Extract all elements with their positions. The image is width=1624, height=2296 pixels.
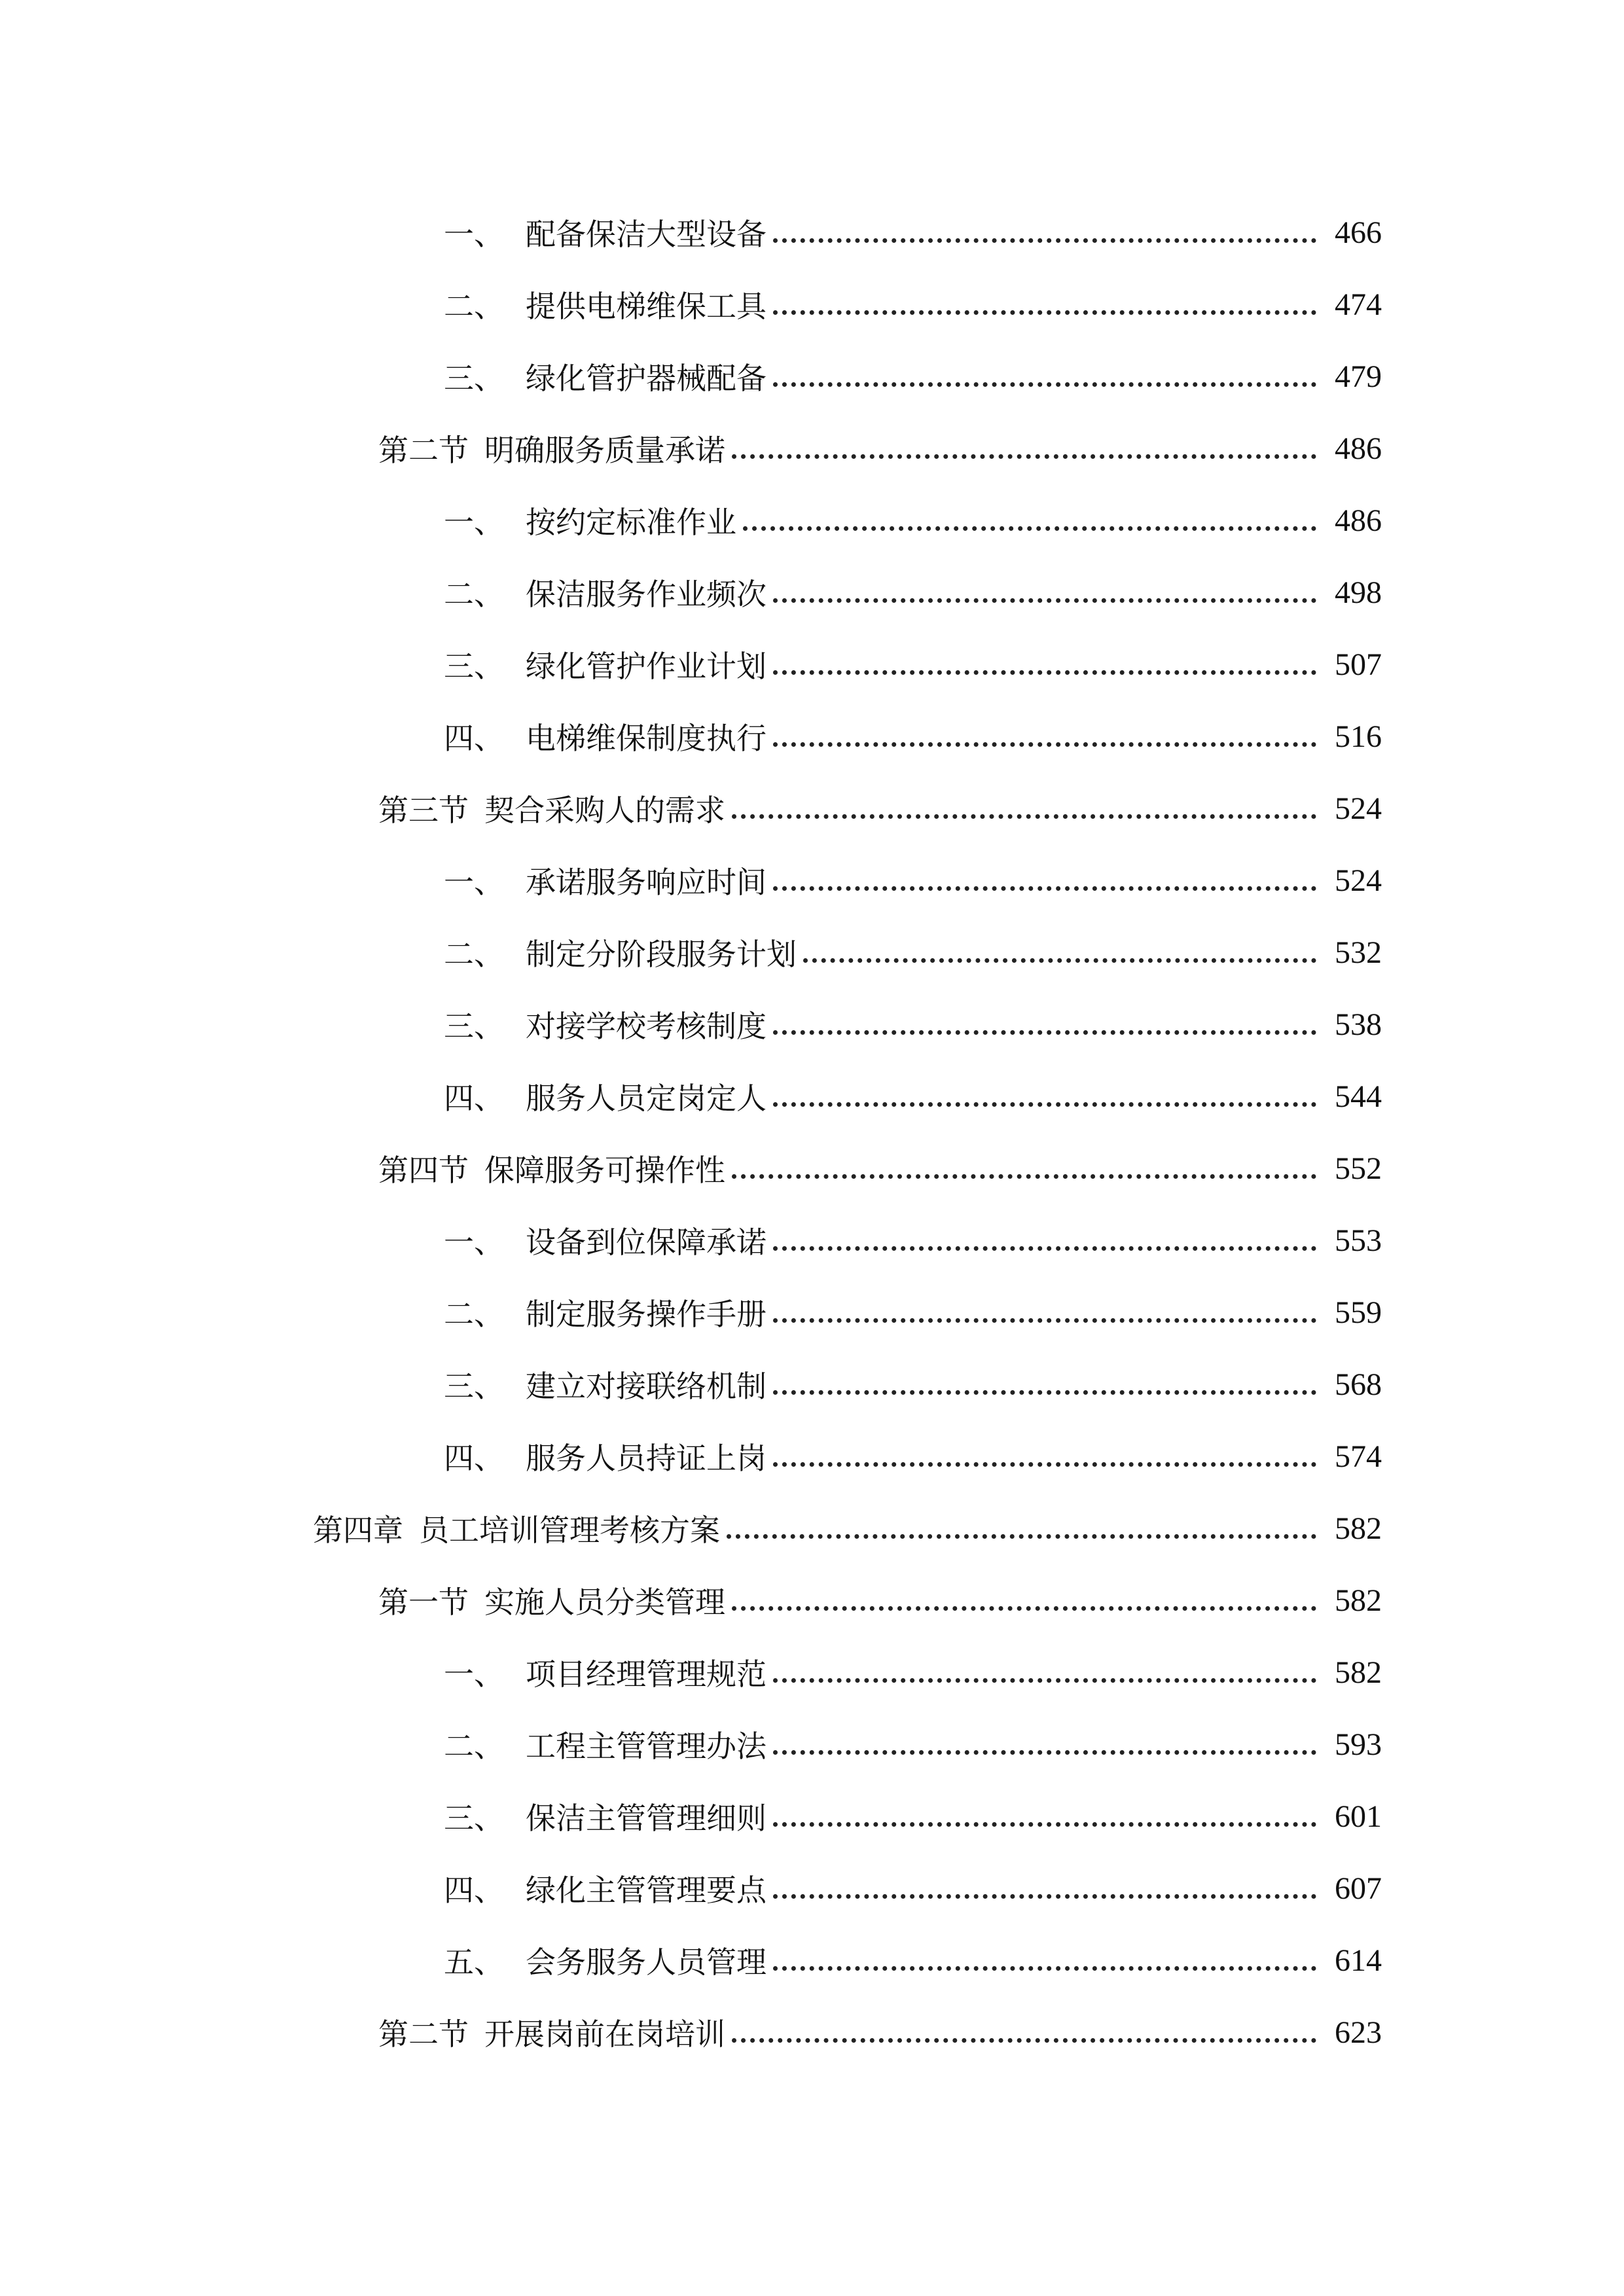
toc-entry[interactable] (0, 1636, 1624, 1708)
toc-entry[interactable] (0, 1060, 1624, 1132)
dot-leader (727, 1534, 1316, 1539)
toc-entry[interactable] (0, 196, 1624, 268)
toc-entry[interactable] (0, 1924, 1624, 1996)
toc-entry-number: 一、 (444, 1225, 504, 1260)
dot-leader (773, 1822, 1316, 1827)
toc-entry-number: 二、 (444, 577, 504, 612)
toc-entry[interactable] (0, 844, 1624, 916)
toc-entry-page: 582 (1335, 1583, 1382, 1618)
toc-entry[interactable] (0, 1132, 1624, 1204)
toc-entry-number: 四、 (444, 1441, 504, 1476)
dot-leader (773, 886, 1316, 891)
toc-entry[interactable] (0, 628, 1624, 700)
dot-leader (773, 1894, 1316, 1899)
dot-leader (773, 1462, 1316, 1467)
dot-leader (773, 1030, 1316, 1035)
toc-entry-title: 绿化主管管理要点 (526, 1873, 767, 1908)
toc-entry-number: 五、 (444, 1945, 504, 1980)
toc-entry-number: 一、 (444, 217, 504, 252)
toc-entry-page: 582 (1335, 1655, 1382, 1690)
toc-entry-number: 一、 (444, 865, 504, 900)
toc-entry-title: 配备保洁大型设备 (526, 217, 767, 252)
toc-entry-number: 三、 (444, 361, 504, 396)
dot-leader (732, 1174, 1316, 1179)
toc-entry-title: 电梯维保制度执行 (526, 721, 767, 756)
toc-entry-number: 四、 (444, 721, 504, 756)
toc-entry-number: 二、 (444, 937, 504, 972)
dot-leader (743, 526, 1316, 531)
toc-entry-number: 二、 (444, 289, 504, 324)
toc-entry[interactable] (0, 1708, 1624, 1780)
toc-entry-page: 582 (1335, 1511, 1382, 1546)
toc-entry-page: 623 (1335, 2015, 1382, 2050)
toc-entry-number: 三、 (444, 649, 504, 684)
toc-entry-title: 服务人员持证上岗 (526, 1441, 767, 1476)
toc-entry-page: 498 (1335, 575, 1382, 610)
toc-entry-page: 466 (1335, 215, 1382, 250)
toc-entry[interactable] (0, 1564, 1624, 1636)
dot-leader (773, 1678, 1316, 1683)
toc-entry[interactable] (0, 1996, 1624, 2068)
toc-entry-number: 四、 (444, 1081, 504, 1116)
toc-entry[interactable] (0, 268, 1624, 340)
toc-entry-title: 保障服务可操作性 (484, 1153, 725, 1188)
dot-leader (732, 814, 1316, 819)
dot-leader (732, 2038, 1316, 2043)
toc-entry-number: 三、 (444, 1369, 504, 1404)
dot-leader (773, 742, 1316, 747)
dot-leader (773, 670, 1316, 675)
table-of-contents (0, 196, 1624, 2068)
toc-entry-page: 559 (1335, 1295, 1382, 1330)
toc-entry-number: 第一节 (378, 1585, 469, 1620)
toc-entry-title: 对接学校考核制度 (526, 1009, 767, 1044)
toc-entry-page: 524 (1335, 863, 1382, 898)
toc-entry-title: 提供电梯维保工具 (526, 289, 767, 324)
toc-entry-title: 承诺服务响应时间 (526, 865, 767, 900)
toc-entry[interactable] (0, 1348, 1624, 1420)
dot-leader (732, 1606, 1316, 1611)
toc-entry-number: 二、 (444, 1729, 504, 1764)
toc-entry[interactable] (0, 1276, 1624, 1348)
toc-entry-number: 一、 (444, 505, 504, 540)
toc-entry-page: 614 (1335, 1943, 1382, 1978)
toc-entry-number: 一、 (444, 1657, 504, 1692)
toc-entry[interactable] (0, 988, 1624, 1060)
dot-leader (773, 310, 1316, 315)
toc-entry-number: 第四节 (378, 1153, 469, 1188)
dot-leader (773, 1102, 1316, 1107)
toc-entry-title: 设备到位保障承诺 (526, 1225, 767, 1260)
dot-leader (773, 1318, 1316, 1323)
toc-entry-page: 601 (1335, 1799, 1382, 1834)
toc-entry-page: 568 (1335, 1367, 1382, 1402)
dot-leader (773, 1246, 1316, 1251)
toc-entry-number: 第三节 (378, 793, 469, 828)
toc-entry-page: 532 (1335, 935, 1382, 970)
toc-entry-page: 524 (1335, 791, 1382, 826)
toc-entry-page: 553 (1335, 1223, 1382, 1258)
toc-entry-title: 明确服务质量承诺 (484, 433, 725, 468)
toc-entry-title: 保洁主管管理细则 (526, 1801, 767, 1836)
toc-entry-number: 第二节 (378, 2017, 469, 2052)
toc-entry-title: 服务人员定岗定人 (526, 1081, 767, 1116)
toc-entry-number: 三、 (444, 1801, 504, 1836)
toc-entry-number: 三、 (444, 1009, 504, 1044)
toc-entry-title: 项目经理管理规范 (526, 1657, 767, 1692)
toc-entry-title: 绿化管护作业计划 (526, 649, 767, 684)
toc-entry-title: 会务服务人员管理 (526, 1945, 767, 1980)
toc-entry[interactable] (0, 1420, 1624, 1492)
toc-entry[interactable] (0, 700, 1624, 772)
toc-entry-page: 574 (1335, 1439, 1382, 1474)
toc-entry-page: 607 (1335, 1871, 1382, 1906)
toc-entry-page: 486 (1335, 503, 1382, 538)
toc-entry[interactable] (0, 1780, 1624, 1852)
dot-leader (773, 1750, 1316, 1755)
toc-entry-title: 制定服务操作手册 (526, 1297, 767, 1332)
toc-entry-title: 实施人员分类管理 (484, 1585, 725, 1620)
toc-entry-page: 544 (1335, 1079, 1382, 1114)
toc-entry-title: 开展岗前在岗培训 (484, 2017, 725, 2052)
toc-entry-title: 工程主管管理办法 (526, 1729, 767, 1764)
dot-leader (732, 454, 1316, 459)
toc-entry-title: 制定分阶段服务计划 (526, 937, 797, 972)
toc-entry-number: 二、 (444, 1297, 504, 1332)
toc-entry-title: 建立对接联络机制 (526, 1369, 767, 1404)
dot-leader (773, 1390, 1316, 1395)
dot-leader (773, 598, 1316, 603)
toc-entry[interactable] (0, 1492, 1624, 1564)
dot-leader (773, 238, 1316, 243)
toc-entry[interactable] (0, 484, 1624, 556)
toc-entry[interactable] (0, 340, 1624, 412)
toc-entry-title: 绿化管护器械配备 (526, 361, 767, 396)
dot-leader (803, 958, 1316, 963)
toc-entry-number: 四、 (444, 1873, 504, 1908)
toc-entry[interactable] (0, 916, 1624, 988)
toc-entry-title: 员工培训管理考核方案 (419, 1513, 720, 1548)
dot-leader (773, 382, 1316, 387)
dot-leader (773, 1966, 1316, 1971)
toc-entry-number: 第四章 (313, 1513, 403, 1548)
toc-entry-page: 507 (1335, 647, 1382, 682)
toc-entry-page: 516 (1335, 719, 1382, 754)
toc-entry-page: 552 (1335, 1151, 1382, 1186)
toc-entry-title: 契合采购人的需求 (484, 793, 725, 828)
toc-entry[interactable] (0, 556, 1624, 628)
toc-entry-title: 保洁服务作业频次 (526, 577, 767, 612)
toc-entry-title: 按约定标准作业 (526, 505, 736, 540)
toc-entry-page: 486 (1335, 431, 1382, 466)
toc-entry-number: 第二节 (378, 433, 469, 468)
toc-entry-page: 538 (1335, 1007, 1382, 1042)
toc-entry-page: 474 (1335, 287, 1382, 322)
toc-entry[interactable] (0, 412, 1624, 484)
toc-entry[interactable] (0, 1852, 1624, 1924)
toc-entry-page: 479 (1335, 359, 1382, 394)
toc-entry[interactable] (0, 772, 1624, 844)
toc-entry[interactable] (0, 1204, 1624, 1276)
toc-entry-page: 593 (1335, 1727, 1382, 1762)
